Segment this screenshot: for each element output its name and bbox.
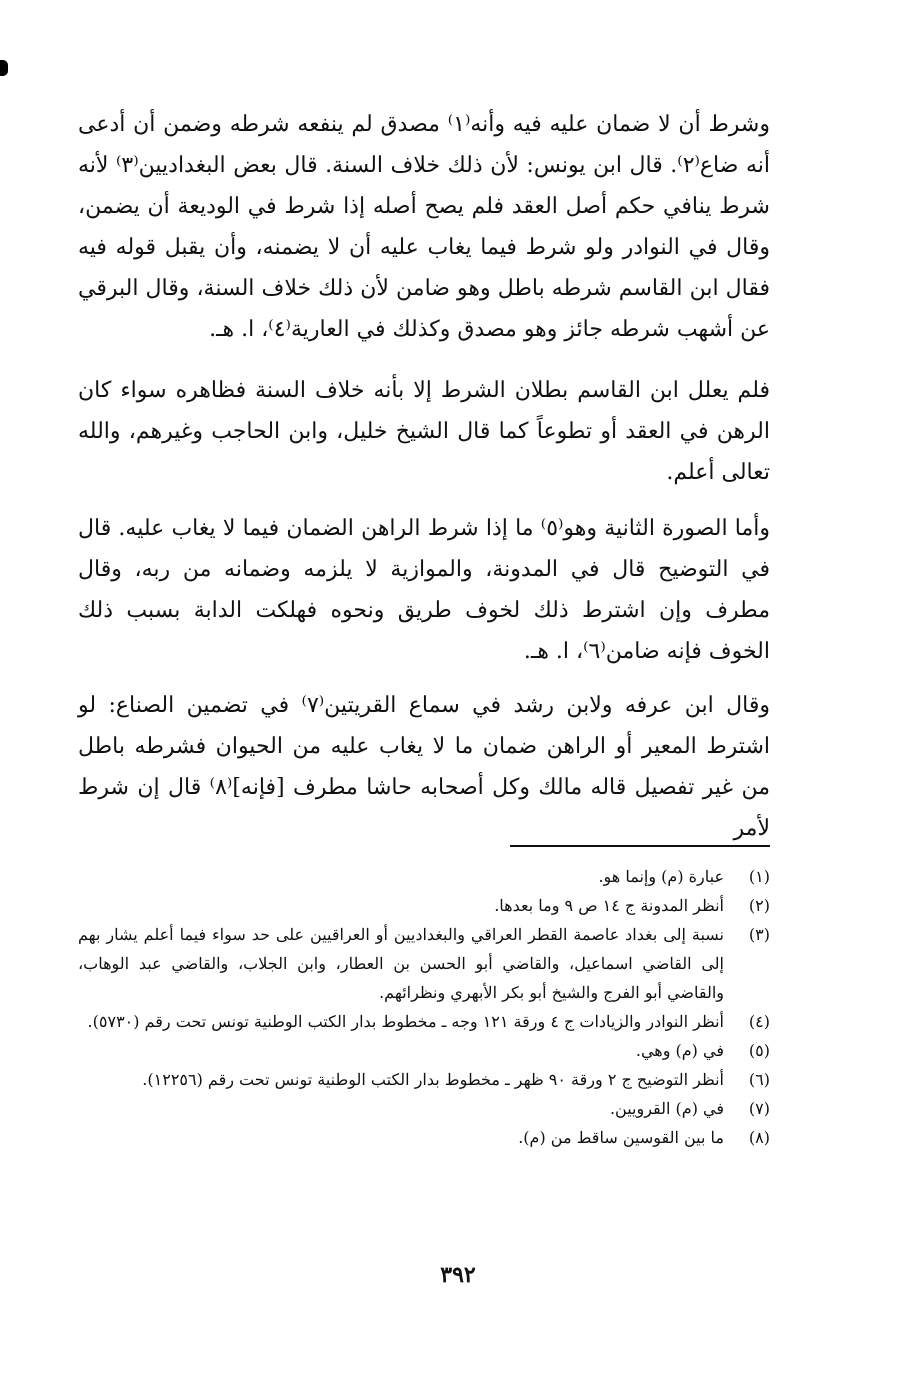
footnote-text: أنظر التوضيح ج ٢ ورقة ٩٠ ظهر ـ مخطوط بدار الكتب الوطنية تونس تحت رقم (١٢٢٥٦).: [142, 1070, 724, 1089]
footnote-text: عبارة (م) وإنما هو.: [598, 867, 724, 886]
footnote-text: نسبة إلى بغداد عاصمة القطر العراقي والبغداديين أو العراقيين على حد سواء فيما أعلم يشار بهم إلى القاضي اسماعيل، والقاضي أبو الحسن بن العطار، وابن الجلاب، والقاضي عبد الوهاب، والقاضي أبو الفرج والشيخ أبو بكر الأبهري ونظرائهم.: [78, 925, 724, 1002]
footnote-4: [78, 1007, 770, 1036]
footnote-text: ما بين القوسين ساقط من (م).: [518, 1128, 724, 1147]
footnote-8: [78, 1123, 770, 1152]
footnote-2: [78, 891, 770, 920]
footnote-5: [78, 1036, 770, 1065]
footnote-text: أنظر النوادر والزيادات ج ٤ ورقة ١٢١ وجه ـ مخطوط بدار الكتب الوطنية تونس تحت رقم (٥٧٣٠).: [87, 1012, 724, 1031]
paragraph-text: فلم يعلل ابن القاسم بطلان الشرط إلا بأنه خلاف السنة فظاهره سواء كان الرهن في العقد أو تطوعاً كما قال الشيخ خليل، وابن الحاجب وغيرهم، والله تعالى أعلم.: [78, 378, 770, 485]
footnote-text: أنظر المدونة ج ١٤ ص ٩ وما بعدها.: [494, 896, 724, 915]
scan-mark: [0, 60, 8, 76]
body-paragraph-1: [78, 104, 770, 350]
footnote-number: (٣): [748, 925, 770, 944]
footnote-6: [78, 1065, 770, 1094]
footnote-7: [78, 1094, 770, 1123]
footnote-number: (٢): [748, 896, 770, 915]
footnotes: [78, 862, 770, 1152]
page-number: ٣٩٢: [440, 1262, 476, 1288]
footnote-number: (٤): [748, 1012, 770, 1031]
footnote-1: [78, 862, 770, 891]
body-paragraph-2: [78, 370, 770, 493]
footnote-3: [78, 920, 770, 1007]
footnote-number: (٨): [748, 1128, 770, 1147]
footnote-divider: [510, 845, 770, 847]
paragraph-text: وأما الصورة الثانية وهو⁽٥⁾ ما إذا شرط الراهن الضمان فيما لا يغاب عليه. قال في التوضيح قال في المدونة، والموازية لا يلزمه وضمانه من ربه، وقال مطرف وإن اشترط ذلك لخوف طريق ونحوه فهلكت الدابة بسبب ذلك الخوف فإنه ضامن⁽٦⁾، ا. هـ.: [78, 516, 770, 664]
footnote-number: (٧): [748, 1099, 770, 1118]
footnote-text: في (م) وهي.: [635, 1041, 724, 1060]
footnote-text: في (م) القرويين.: [609, 1099, 724, 1118]
footnote-number: (٦): [748, 1070, 770, 1089]
paragraph-text: وقال ابن عرفه ولابن رشد في سماع القريتين⁽٧⁾ في تضمين الصناع: لو اشترط المعير أو الراهن ضمان ما لا يغاب عليه من الحيوان فشرطه باطل من غير تفصيل قاله مالك وكل أصحابه حاشا مطرف [فإنه]⁽٨⁾ قال إن شرط لأمر: [78, 693, 770, 841]
footnote-number: (١): [748, 867, 770, 886]
body-paragraph-3: [78, 508, 770, 672]
footnote-number: (٥): [748, 1041, 770, 1060]
body-paragraph-4: [78, 685, 770, 849]
paragraph-text: وشرط أن لا ضمان عليه فيه وأنه⁽١⁾ مصدق لم ينفعه شرطه وضمن أن أدعى أنه ضاع⁽٢⁾. قال ابن يونس: لأن ذلك خلاف السنة. قال بعض البغداديين⁽٣⁾ لأنه شرط ينافي حكم أصل العقد فلم يصح أصله إذا شرط في الوديعة أن يضمن، وقال في النوادر ولو شرط فيما يغاب عليه أن لا يضمنه، وأن يقبل قوله فيه فقال ابن القاسم شرطه باطل وهو ضامن لأن ذلك خلاف السنة، وقال البرقي عن أشهب شرطه جائز وهو مصدق وكذلك في العارية⁽٤⁾، ا. هـ.: [78, 112, 770, 342]
